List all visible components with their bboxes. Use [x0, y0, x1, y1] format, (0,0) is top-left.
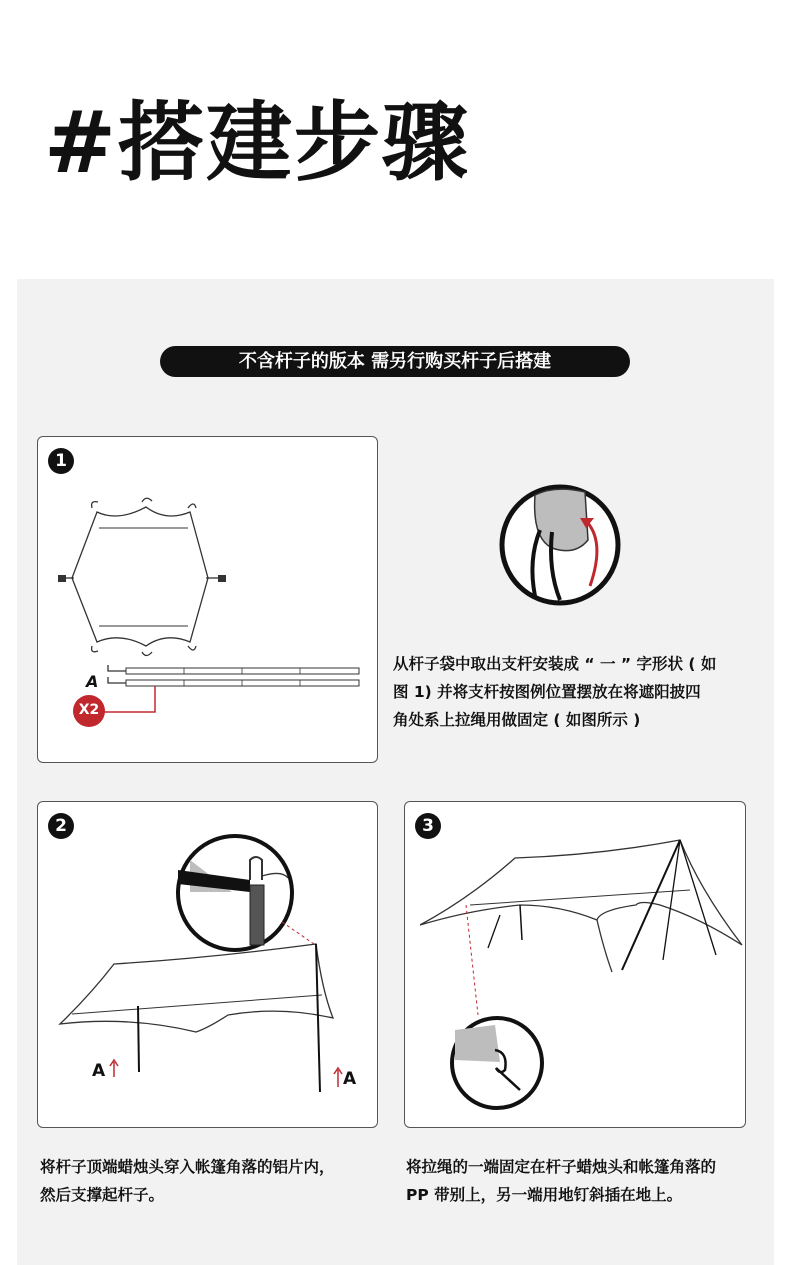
step-3-description — [406, 1153, 766, 1209]
step-1-description-line-2: 图 1) 并将支杆按图例位置摆放在将遮阳披四 — [393, 683, 701, 701]
step-2-label-left: A — [92, 1061, 106, 1081]
step-3-description-line-1: 将拉绳的一端固定在杆子蜡烛头和帐篷角落的 — [406, 1158, 717, 1176]
step-2-description-line-1: 将杆子顶端蜡烛头穿入帐篷角落的铝片内， — [40, 1158, 335, 1176]
step-1-count-badge: X2 — [78, 702, 100, 718]
step-1-description-line-1: 从杆子袋中取出支杆安装成 “ 一 ” 字形状 ( 如 — [393, 655, 717, 673]
step-3-description-line-2: PP 带别上，另一端用地钉斜插在地上。 — [406, 1186, 683, 1204]
step-2-label-right: A — [343, 1069, 357, 1089]
step-2-description-line-2: 然后支撑起杆子。 — [40, 1186, 165, 1204]
step-3-number: 3 — [415, 813, 441, 839]
step-1-number: 1 — [48, 448, 74, 474]
step-1-description-line-3: 角处系上拉绳用做固定 ( 如图所示 ) — [393, 711, 641, 729]
version-banner: 不含杆子的版本 需另行购买杆子后搭建 — [160, 346, 630, 377]
page-title: #搭建步骤 — [44, 93, 471, 193]
step-1-pole-label: A — [86, 672, 99, 691]
step-2-number: 2 — [48, 813, 74, 839]
